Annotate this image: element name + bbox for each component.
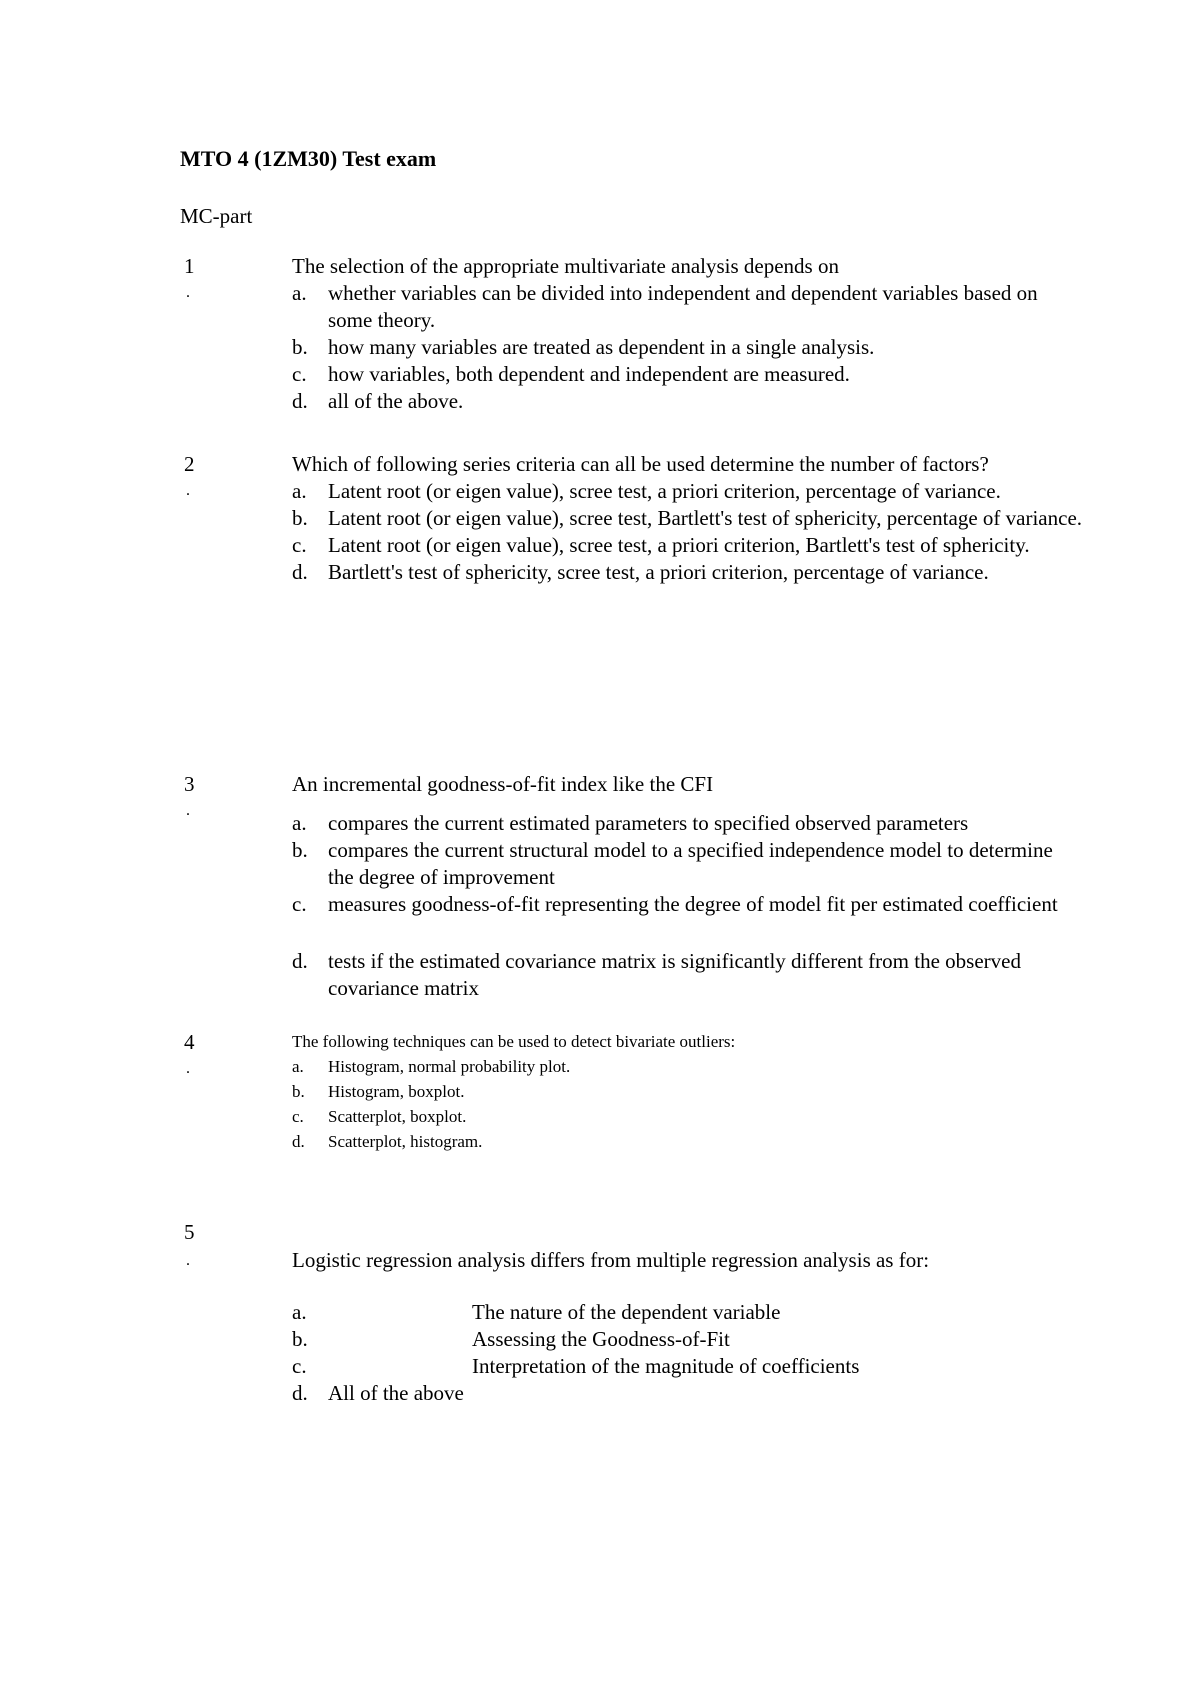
question-number-dot: . (186, 802, 190, 819)
option-text: Latent root (or eigen value), scree test, a priori criterion, percentage of variance. (328, 479, 1001, 503)
option-letter: c. (292, 533, 307, 557)
question-body (292, 451, 1082, 586)
option-text: Latent root (or eigen value), scree test, Bartlett's test of sphericity, percentage of variance. (328, 506, 1083, 530)
option-text: how many variables are treated as dependent in a single analysis. (328, 335, 875, 359)
option-text: compares the current structural model to a specified independence model to determine the degree of improvement (328, 838, 1053, 889)
question-stem: Logistic regression analysis differs from multiple regression analysis as for: (292, 1248, 930, 1272)
option-c (292, 532, 1082, 559)
option-a (292, 280, 1082, 334)
question-number: 1 (184, 254, 195, 278)
option-letter: d. (292, 389, 308, 413)
question-stem: An incremental goodness-of-fit index like the CFI (292, 772, 714, 796)
option-letter: d. (292, 560, 308, 584)
option-d (292, 559, 1082, 586)
option-letter: a. (292, 1057, 304, 1076)
option-letter: c. (292, 362, 307, 386)
option-text: The nature of the dependent variable (472, 1300, 781, 1324)
option-text: tests if the estimated covariance matrix is significantly different from the observed covariance matrix (328, 949, 1021, 1000)
question-stem: Which of following series criteria can all be used determine the number of factors? (292, 452, 989, 476)
option-text: Bartlett's test of sphericity, scree test, a priori criterion, percentage of variance. (328, 560, 989, 584)
option-text: how variables, both dependent and independent are measured. (328, 362, 850, 386)
option-d (292, 1380, 1082, 1407)
option-b (292, 505, 1082, 532)
option-letter: b. (292, 1082, 305, 1101)
option-d (292, 388, 1082, 415)
question-number: 4 (184, 1030, 195, 1054)
question-body (292, 1029, 1082, 1154)
option-text: Scatterplot, boxplot. (328, 1107, 467, 1126)
option-text: Scatterplot, histogram. (328, 1132, 483, 1151)
option-a (292, 810, 1082, 837)
question-stem: The following techniques can be used to detect bivariate outliers: (292, 1032, 736, 1051)
option-text: Histogram, boxplot. (328, 1082, 465, 1101)
question-number-dot: . (186, 482, 190, 499)
option-text: whether variables can be divided into independent and dependent variables based on some theory. (328, 281, 1038, 332)
option-b (292, 334, 1082, 361)
option-letter: b. (292, 838, 308, 862)
option-text: measures goodness-of-fit representing the degree of model fit per estimated coefficient (328, 892, 1058, 916)
option-c (292, 1104, 1082, 1129)
option-b (292, 1079, 1082, 1104)
option-letter: c. (292, 1107, 304, 1126)
option-letter: d. (292, 1381, 308, 1405)
option-letter: a. (292, 479, 307, 503)
question-number-dot: . (186, 1060, 190, 1077)
option-d (292, 1129, 1082, 1154)
option-a (292, 1054, 1082, 1079)
option-b (292, 1326, 1082, 1353)
option-letter: b. (292, 1327, 308, 1351)
option-letter: a. (292, 811, 307, 835)
option-d (292, 948, 1082, 1002)
option-text: Histogram, normal probability plot. (328, 1057, 571, 1076)
option-c (292, 1353, 1082, 1380)
option-b (292, 837, 1082, 891)
option-text: Assessing the Goodness-of-Fit (472, 1327, 730, 1351)
option-c (292, 891, 1082, 918)
option-letter: c. (292, 1354, 307, 1378)
option-text: Interpretation of the magnitude of coefficients (472, 1354, 860, 1378)
question-body (292, 1247, 1082, 1407)
option-a (292, 478, 1082, 505)
option-text: all of the above. (328, 389, 464, 413)
question-number: 2 (184, 452, 195, 476)
question-number-dot: . (186, 284, 190, 301)
option-letter: d. (292, 949, 308, 973)
question-body (292, 771, 1082, 1002)
section-subtitle: MC-part (180, 204, 253, 228)
option-letter: c. (292, 892, 307, 916)
page-title: MTO 4 (1ZM30) Test exam (180, 146, 437, 171)
question-body (292, 253, 1082, 415)
question-number: 5 (184, 1220, 195, 1244)
option-letter: b. (292, 506, 308, 530)
option-text: All of the above (328, 1381, 464, 1405)
option-text: compares the current estimated parameters to specified observed parameters (328, 811, 969, 835)
option-letter: a. (292, 1300, 307, 1324)
option-letter: a. (292, 281, 307, 305)
option-c (292, 361, 1082, 388)
option-letter: b. (292, 335, 308, 359)
option-text: Latent root (or eigen value), scree test, a priori criterion, Bartlett's test of sphericity. (328, 533, 1030, 557)
question-number: 3 (184, 772, 195, 796)
question-number-dot: . (186, 1252, 190, 1269)
option-a (292, 1299, 1082, 1326)
question-stem: The selection of the appropriate multivariate analysis depends on (292, 254, 839, 278)
option-letter: d. (292, 1132, 305, 1151)
